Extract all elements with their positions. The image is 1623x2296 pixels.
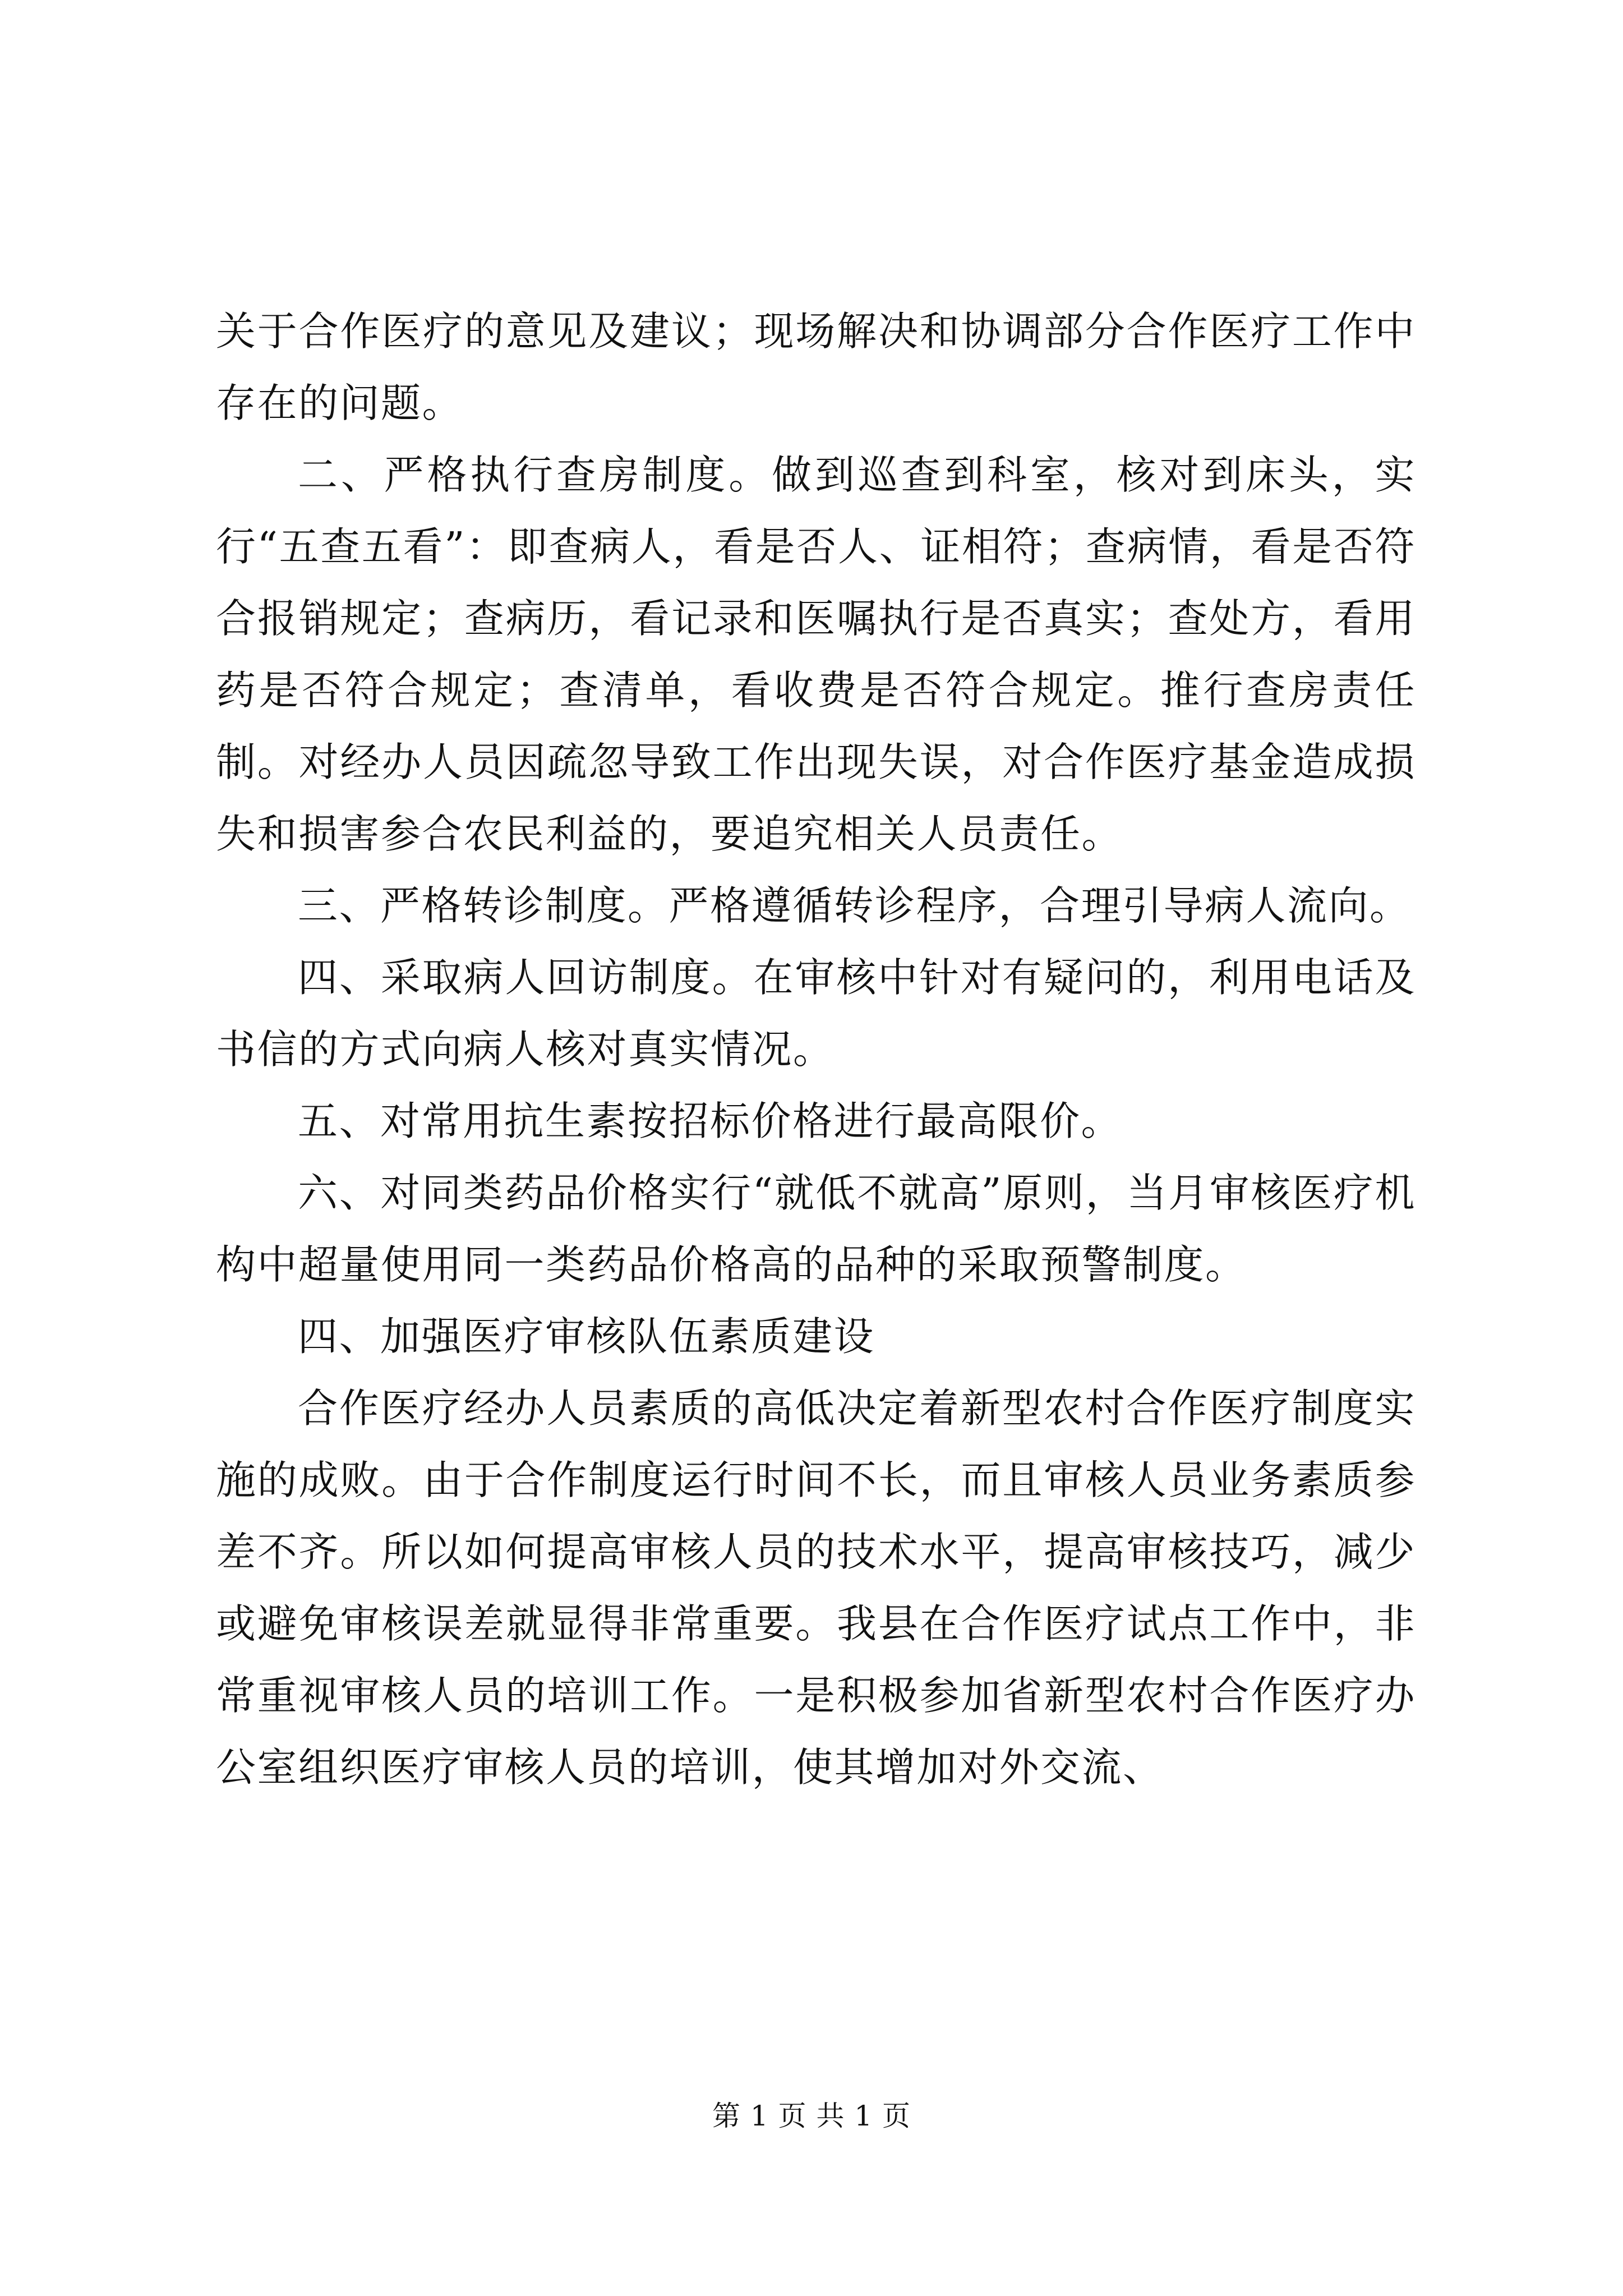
paragraph-3: 三、严格转诊制度。严格遵循转诊程序，合理引导病人流向。	[298, 882, 1411, 929]
paragraph-7: 合作医疗经办人员素质的高低决定着新型农村合作医疗制度实施的成败。由于合作制度运行时间不长，而且审核人员业务素质参差不齐。所以如何提高审核人员的技术水平，提高审核技巧，减少或避免审核误差就显得非常重要。我县在合作医疗试点工作中，非常重视审核人员的培训工作。一是积极参加省新型农村合作医疗办公室组织医疗审核人员的培训，使其增加对外交流、	[216, 1385, 1416, 1791]
section-heading: 四、加强医疗审核队伍素质建设	[298, 1313, 875, 1360]
paragraph-4: 四、采取病人回访制度。在审核中针对有疑问的，利用电话及书信的方式向病人核对真实情况。	[216, 954, 1416, 1073]
paragraph-5: 五、对常用抗生素按招标价格进行最高限价。	[298, 1098, 1123, 1144]
paragraph-2: 二、严格执行查房制度。做到巡查到科室，核对到床头，实行“五查五看”：即查病人，看是否人、证相符；查病情，看是否符合报销规定；查病历，看记录和医嘱执行是否真实；查处方，看用药是否符合规定；查清单，看收费是否符合规定。推行查房责任制。对经办人员因疏忽导致工作出现失误，对合作医疗基金造成损失和损害参合农民利益的，要追究相关人员责任。	[216, 452, 1416, 857]
paragraph-1: 关于合作医疗的意见及建议；现场解决和协调部分合作医疗工作中存在的问题。	[216, 308, 1416, 426]
document-body	[216, 296, 1416, 1803]
paragraph-6: 六、对同类药品价格实行“就低不就高”原则，当月审核医疗机构中超量使用同一类药品价格高的品种的采取预警制度。	[216, 1170, 1416, 1288]
page-footer: 第 1 页 共 1 页	[712, 2100, 911, 2132]
